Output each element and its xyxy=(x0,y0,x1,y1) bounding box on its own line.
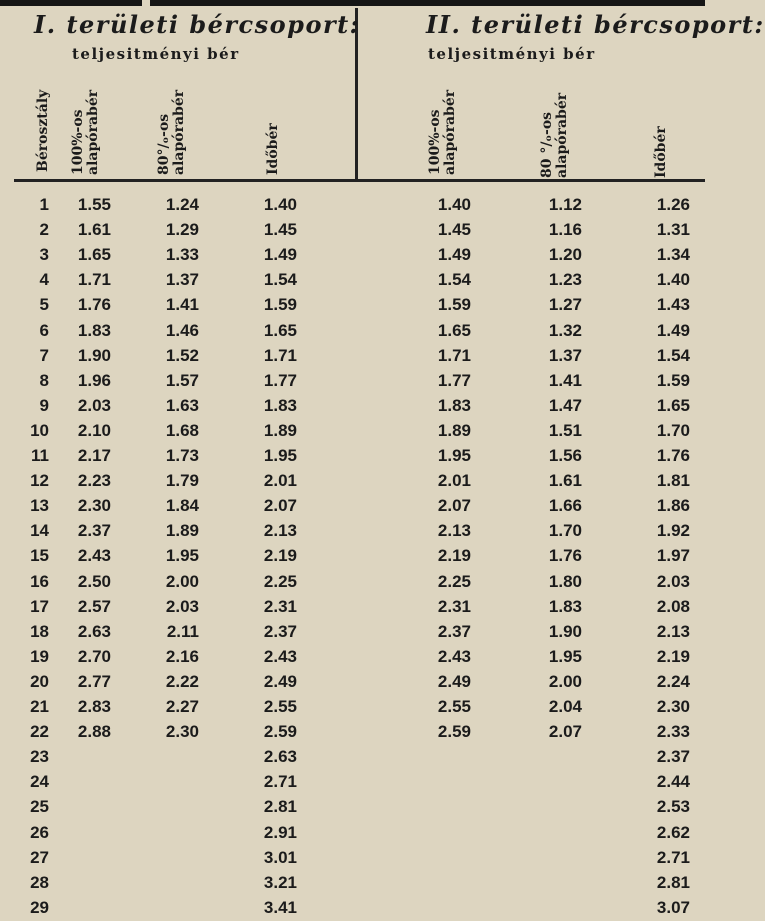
cell-g1-time: 2.49 xyxy=(263,671,297,691)
header-g2-time: Időbér xyxy=(653,126,669,178)
cell-pay-class: 3 xyxy=(39,245,49,265)
top-rule-left xyxy=(0,0,142,6)
cell-g1-full: 1.96 xyxy=(77,370,111,390)
cell-g1-full: 2.17 xyxy=(77,446,111,465)
cell-g1-80 xyxy=(119,796,199,818)
cell-g2-full: 2.19 xyxy=(437,546,471,566)
cell-g2-time: 1.43 xyxy=(656,295,690,315)
cell-g2-80: 1.83 xyxy=(548,596,582,616)
cell-g1-80 xyxy=(119,746,199,768)
cell-g1-full: 2.70 xyxy=(77,646,111,666)
cell-g2-time: 2.71 xyxy=(656,847,690,867)
cell-g1-time: 2.91 xyxy=(263,822,297,842)
cell-g2-full: 2.37 xyxy=(437,621,471,641)
cell-pay-class: 8 xyxy=(39,370,49,390)
cell-g1-full: 1.90 xyxy=(77,345,111,365)
cell-g2-80: 1.95 xyxy=(548,646,582,666)
cell-g2-80: 1.41 xyxy=(548,370,582,390)
cell-pay-class: 19 xyxy=(30,646,49,666)
cell-g2-80: 2.04 xyxy=(548,697,582,716)
cell-g1-80: 1.95 xyxy=(165,546,199,566)
cell-g2-full: 1.40 xyxy=(437,195,471,214)
cell-g2-time: 1.26 xyxy=(656,195,690,214)
cell-g1-time: 1.83 xyxy=(263,395,297,415)
cell-g2-time: 2.03 xyxy=(656,571,690,591)
cell-g2-80 xyxy=(502,847,582,869)
cell-g1-80: 2.22 xyxy=(165,671,199,691)
cell-g1-80 xyxy=(119,897,199,919)
cell-g2-time: 2.19 xyxy=(656,646,690,666)
cell-g1-full: 2.57 xyxy=(77,596,111,616)
cell-pay-class: 25 xyxy=(30,797,49,817)
cell-g1-full: 1.61 xyxy=(77,220,111,240)
cell-g1-time: 3.41 xyxy=(263,897,297,917)
cell-g2-time: 1.49 xyxy=(656,320,690,340)
cell-g2-time: 2.13 xyxy=(656,621,690,641)
cell-g2-80: 1.12 xyxy=(548,195,582,214)
cell-g1-time: 2.07 xyxy=(263,496,297,516)
cell-g1-80: 1.84 xyxy=(165,496,199,516)
cell-g1-time: 2.43 xyxy=(263,646,297,666)
cell-g1-full xyxy=(31,872,111,894)
cell-g2-80: 1.23 xyxy=(548,270,582,290)
cell-g1-time: 1.95 xyxy=(263,446,297,465)
cell-g1-80: 2.27 xyxy=(165,697,199,716)
cell-g1-time: 1.45 xyxy=(263,220,297,240)
cell-g2-full xyxy=(391,822,471,844)
cell-g2-full: 2.25 xyxy=(437,571,471,591)
cell-pay-class: 5 xyxy=(39,295,49,315)
cell-pay-class: 7 xyxy=(39,345,49,365)
header-g1-full-base: 100%-os alapórabér xyxy=(70,89,101,175)
cell-pay-class: 9 xyxy=(39,395,49,415)
cell-g1-full xyxy=(31,822,111,844)
cell-g1-full xyxy=(31,897,111,919)
cell-g1-time: 2.59 xyxy=(263,722,297,742)
cell-g1-80: 1.52 xyxy=(165,345,199,365)
cell-g1-full: 2.63 xyxy=(77,621,111,641)
cell-g1-80: 1.63 xyxy=(165,395,199,415)
cell-g1-full xyxy=(31,796,111,818)
cell-g2-80: 2.00 xyxy=(548,671,582,691)
cell-g1-80: 1.57 xyxy=(165,370,199,390)
cell-g2-time: 1.70 xyxy=(656,420,690,440)
cell-g1-time: 2.71 xyxy=(263,772,297,792)
cell-g2-time: 3.07 xyxy=(656,897,690,917)
cell-g2-time: 1.97 xyxy=(656,546,690,566)
cell-pay-class: 18 xyxy=(30,621,49,641)
cell-pay-class: 20 xyxy=(30,671,49,691)
cell-g1-80: 1.79 xyxy=(165,471,199,491)
cell-g2-80 xyxy=(502,796,582,818)
cell-pay-class: 29 xyxy=(30,897,49,917)
cell-pay-class: 24 xyxy=(30,772,49,792)
cell-g1-full: 1.55 xyxy=(77,195,111,214)
cell-g2-time: 1.81 xyxy=(656,471,690,491)
group-1-title: I. területi bércsoport: xyxy=(34,10,361,39)
cell-pay-class: 4 xyxy=(39,270,49,290)
cell-g1-80 xyxy=(119,822,199,844)
header-rule xyxy=(14,179,705,182)
cell-g1-time: 1.77 xyxy=(263,370,297,390)
cell-g2-full: 2.59 xyxy=(437,722,471,742)
cell-g2-80: 1.16 xyxy=(548,220,582,240)
cell-g1-full: 2.37 xyxy=(77,521,111,541)
cell-g2-80 xyxy=(502,771,582,793)
cell-g2-time: 1.86 xyxy=(656,496,690,516)
cell-pay-class: 1 xyxy=(39,195,49,214)
cell-g1-80: 2.11 xyxy=(166,621,199,641)
cell-g2-80: 1.61 xyxy=(548,471,582,491)
cell-g1-80 xyxy=(119,771,199,793)
cell-g1-full xyxy=(31,746,111,768)
cell-g2-full: 1.54 xyxy=(437,270,471,290)
cell-g1-full xyxy=(31,771,111,793)
cell-g2-full: 2.55 xyxy=(437,697,471,716)
cell-g2-full: 2.07 xyxy=(437,496,471,516)
cell-g2-full: 1.83 xyxy=(437,395,471,415)
cell-g1-full: 2.50 xyxy=(77,571,111,591)
cell-g1-time: 1.71 xyxy=(263,345,297,365)
cell-g2-80: 1.70 xyxy=(548,521,582,541)
cell-g2-80: 1.20 xyxy=(548,245,582,265)
cell-pay-class: 22 xyxy=(30,722,49,742)
cell-g1-full: 2.10 xyxy=(77,420,111,440)
cell-g1-full: 2.43 xyxy=(77,546,111,566)
header-g2-80-base: 80 °/ₒ-os alapórabér xyxy=(539,92,570,178)
cell-g1-80: 1.29 xyxy=(165,220,199,240)
cell-g1-80: 2.30 xyxy=(165,722,199,742)
cell-pay-class: 2 xyxy=(39,220,49,240)
cell-g2-full xyxy=(391,746,471,768)
cell-g1-time: 2.31 xyxy=(263,596,297,616)
cell-g1-full: 1.83 xyxy=(77,320,111,340)
header-g1-80-base: 80°/ₒ-os alapórabér xyxy=(156,89,187,175)
cell-g2-time: 1.76 xyxy=(656,446,690,465)
cell-pay-class: 11 xyxy=(31,446,49,465)
cell-pay-class: 16 xyxy=(30,571,49,591)
cell-pay-class: 27 xyxy=(30,847,49,867)
cell-g1-80: 2.16 xyxy=(165,646,199,666)
cell-g2-time: 2.33 xyxy=(656,722,690,742)
cell-g1-80: 1.37 xyxy=(165,270,199,290)
cell-g2-80: 1.32 xyxy=(548,320,582,340)
group-1-subtitle: teljesitményi bér xyxy=(72,45,240,63)
cell-g1-80: 1.24 xyxy=(165,195,199,214)
cell-g2-80 xyxy=(502,872,582,894)
cell-g2-80: 1.80 xyxy=(548,571,582,591)
cell-g2-time: 1.59 xyxy=(656,370,690,390)
cell-g1-time: 1.59 xyxy=(263,295,297,315)
cell-g2-full: 1.95 xyxy=(437,446,471,465)
cell-g2-time: 2.24 xyxy=(656,671,690,691)
cell-g2-full: 1.45 xyxy=(437,220,471,240)
cell-pay-class: 15 xyxy=(30,546,49,566)
cell-g1-time: 3.01 xyxy=(263,847,297,867)
cell-g2-full: 1.71 xyxy=(437,345,471,365)
cell-pay-class: 14 xyxy=(30,521,49,541)
cell-g2-full: 2.49 xyxy=(437,671,471,691)
cell-g2-full: 1.49 xyxy=(437,245,471,265)
cell-g1-time: 2.19 xyxy=(263,546,297,566)
cell-g2-time: 2.62 xyxy=(656,822,690,842)
cell-g1-time: 1.89 xyxy=(263,420,297,440)
cell-g1-80 xyxy=(119,847,199,869)
cell-pay-class: 26 xyxy=(30,822,49,842)
cell-g1-full: 1.65 xyxy=(77,245,111,265)
cell-g2-80: 2.07 xyxy=(548,722,582,742)
cell-g1-full: 2.88 xyxy=(77,722,111,742)
cell-g1-time: 2.63 xyxy=(263,747,297,767)
cell-g2-full: 1.65 xyxy=(437,320,471,340)
cell-g2-time: 1.31 xyxy=(656,220,690,240)
cell-g1-full xyxy=(31,847,111,869)
group-2-subtitle: teljesitményi bér xyxy=(428,45,596,63)
cell-g1-full: 2.30 xyxy=(77,496,111,516)
cell-g2-time: 2.37 xyxy=(656,747,690,767)
cell-g1-time: 3.21 xyxy=(263,872,297,892)
cell-g1-full: 2.77 xyxy=(77,671,111,691)
header-pay-class: Bérosztály xyxy=(35,89,51,172)
cell-g2-time: 1.92 xyxy=(656,521,690,541)
cell-g1-full: 1.71 xyxy=(77,270,111,290)
top-rule-right xyxy=(150,0,705,6)
cell-g2-full xyxy=(391,796,471,818)
cell-pay-class: 13 xyxy=(30,496,49,516)
cell-g2-time: 2.08 xyxy=(656,596,690,616)
cell-g2-full xyxy=(391,897,471,919)
cell-g2-80 xyxy=(502,897,582,919)
cell-g2-full xyxy=(391,847,471,869)
cell-g1-time: 1.65 xyxy=(263,320,297,340)
cell-g2-time: 2.53 xyxy=(656,797,690,817)
cell-g2-80: 1.76 xyxy=(548,546,582,566)
cell-g2-time: 2.44 xyxy=(656,772,690,792)
cell-g1-80: 1.68 xyxy=(165,420,199,440)
cell-g2-full: 2.43 xyxy=(437,646,471,666)
cell-pay-class: 23 xyxy=(30,747,49,767)
cell-g2-time: 2.81 xyxy=(656,872,690,892)
cell-pay-class: 6 xyxy=(39,320,49,340)
cell-pay-class: 21 xyxy=(30,697,49,716)
cell-g1-time: 2.13 xyxy=(263,521,297,541)
cell-g2-80: 1.66 xyxy=(548,496,582,516)
cell-g1-time: 2.55 xyxy=(263,697,297,716)
cell-g1-full: 2.83 xyxy=(77,697,111,716)
cell-g2-80: 1.27 xyxy=(548,295,582,315)
cell-g2-full: 1.89 xyxy=(437,420,471,440)
cell-g2-full: 1.77 xyxy=(437,370,471,390)
cell-g1-80: 1.89 xyxy=(165,521,199,541)
cell-g2-80: 1.37 xyxy=(548,345,582,365)
cell-g2-80 xyxy=(502,746,582,768)
cell-g2-full: 1.59 xyxy=(437,295,471,315)
header-g1-time: Időbér xyxy=(265,123,281,175)
cell-pay-class: 28 xyxy=(30,872,49,892)
cell-g2-full: 2.31 xyxy=(437,596,471,616)
cell-g2-time: 1.65 xyxy=(656,395,690,415)
cell-g1-80 xyxy=(119,872,199,894)
cell-g1-80: 2.03 xyxy=(165,596,199,616)
cell-g2-80 xyxy=(502,822,582,844)
cell-g1-full: 1.76 xyxy=(77,295,111,315)
cell-g2-time: 2.30 xyxy=(656,697,690,716)
cell-g2-full xyxy=(391,771,471,793)
cell-g2-full: 2.13 xyxy=(437,521,471,541)
cell-g2-80: 1.90 xyxy=(548,621,582,641)
cell-g1-time: 2.25 xyxy=(263,571,297,591)
cell-g1-80: 2.00 xyxy=(165,571,199,591)
cell-g1-80: 1.41 xyxy=(165,295,199,315)
cell-g1-time: 1.54 xyxy=(263,270,297,290)
cell-g2-80: 1.56 xyxy=(548,446,582,465)
cell-g2-80: 1.51 xyxy=(548,420,582,440)
cell-g1-time: 2.37 xyxy=(263,621,297,641)
cell-pay-class: 17 xyxy=(30,596,49,616)
cell-g1-full: 2.23 xyxy=(77,471,111,491)
cell-pay-class: 12 xyxy=(30,471,49,491)
cell-g1-time: 2.81 xyxy=(263,797,297,817)
cell-g2-time: 1.34 xyxy=(656,245,690,265)
cell-g2-80: 1.47 xyxy=(548,395,582,415)
cell-g1-time: 2.01 xyxy=(263,471,297,491)
cell-g2-time: 1.54 xyxy=(656,345,690,365)
cell-pay-class: 10 xyxy=(30,420,49,440)
cell-g1-time: 1.40 xyxy=(263,195,297,214)
header-g2-full-base: 100%-os alapórabér xyxy=(427,89,458,175)
cell-g1-time: 1.49 xyxy=(263,245,297,265)
group-2-title: II. területi bércsoport: xyxy=(426,10,765,39)
cell-g1-80: 1.73 xyxy=(165,446,199,465)
cell-g2-time: 1.40 xyxy=(656,270,690,290)
cell-g2-full xyxy=(391,872,471,894)
cell-g1-80: 1.46 xyxy=(165,320,199,340)
cell-g1-full: 2.03 xyxy=(77,395,111,415)
cell-g2-full: 2.01 xyxy=(437,471,471,491)
cell-g1-80: 1.33 xyxy=(165,245,199,265)
